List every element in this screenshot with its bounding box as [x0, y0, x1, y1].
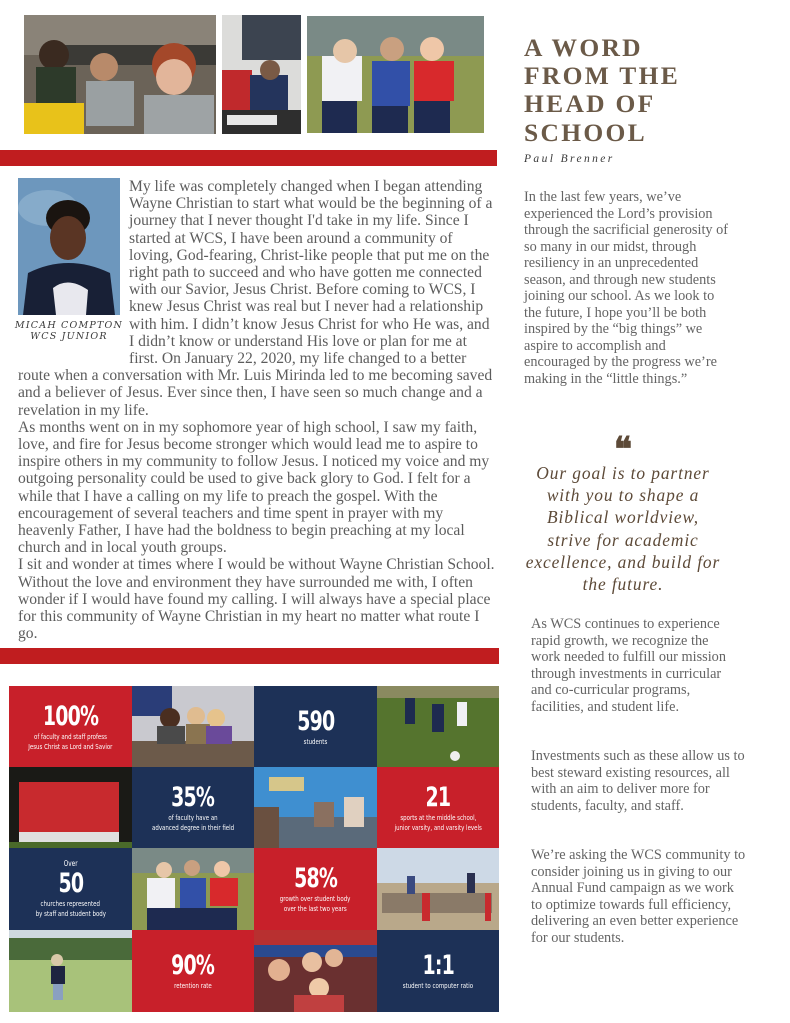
red-divider-middle [0, 648, 499, 664]
student-caption-role: WCS JUNIOR [30, 331, 108, 342]
music-classroom-photo [254, 767, 377, 848]
stats-infographic-grid [9, 686, 499, 1012]
golf-photo [9, 930, 132, 1012]
soccer-photo [377, 686, 499, 767]
story-paragraph: My life was completely changed when I began attending Wayne Christian to start what would be the beginning of a journey that I never thought I'd take in my life. Since I started at WCS, I have been around a community of loving, God-fearing, Christ-like people that put me on the right path to succeed and who have gotten me connected with our Savior, Jesus Christ. Before coming to WCS, I knew Jesus Christ was real but I never had a relationship with him. I didn’t know Jesus Christ for who He was, and I didn’t know or understand His love or plan for me at first. On January 22, 2020, my life changed to a better route when a conversation with Mr. Luis Mirinda led to me becoming saved and a believer of Jesus. Ever since then, I have seen so much change and a revelation in my life. [18, 178, 493, 419]
three-girls-photo-2 [132, 848, 254, 930]
stat-faculty-profess: 100% of faculty and staff profess Jesus Christ as Lord and Savior [9, 686, 132, 767]
stat-retention: 90% retention rate [132, 930, 254, 1012]
growth-paragraph: As WCS continues to experience rapid growth, we recognize the work needed to fulfill our mission through investments in curricular and co-curricular programs, facilities, and student life. [531, 616, 726, 715]
lab-students-photo [24, 15, 216, 134]
football-team-photo [9, 767, 132, 848]
lunch-students-photo [132, 686, 254, 767]
student-caption-name: MICAH COMPTON [14, 320, 124, 331]
stat-computer-ratio: 1:1 student to computer ratio [377, 930, 499, 1012]
classroom-photo [222, 15, 301, 134]
story-paragraph: As months went on in my sophomore year of high school, I saw my faith, love, and fire for Jesus become stronger which would lead me to aspire to inspire others in my community to follow Jesus. I noticed my voice and my outgoing personality could be used to give back glory to God. I felt for a while that I have a calling on my life to preach the gospel. With the encouragement of several teachers and time spent in prayer with my heavenly Father, I have had the boldness to begin preaching at my local church and in local youth groups. [18, 418, 490, 557]
stat-growth: 58% growth over student body over the last two years [254, 848, 377, 930]
three-girls-photo [307, 16, 484, 133]
pull-quote: Our goal is to partner with you to shape a Biblical worldview, strive for academic excellence, and build for the future. [525, 463, 721, 595]
stat-churches: Over 50 churches represented by staff and student body [9, 848, 132, 930]
stat-students: 590 students [254, 686, 377, 767]
head-of-school-author: Paul Brenner [524, 153, 615, 165]
head-of-school-title: A WORD FROM THE HEAD OF SCHOOL [524, 33, 681, 147]
stat-faculty-degree: 35% of faculty have an advanced degree in their field [132, 767, 254, 848]
red-divider-top [0, 150, 497, 166]
annual-fund-paragraph: We’re asking the WCS community to consider joining us in giving to our Annual Fund campaign as we work to optimize towards full efficiency, delivering an even better experience for our students. [531, 847, 746, 946]
story-paragraph: I sit and wonder at times where I would be without Wayne Christian School. Without the love and environment they have surrounded me with, I often wonder if I would have found my calling. I will always have a special place for this community of Wayne Christian in my heart no matter what route I go. [18, 556, 495, 643]
playground-photo [377, 848, 499, 930]
stat-sports: 21 sports at the middle school, junior varsity, and varsity levels [377, 767, 499, 848]
student-story-text [18, 178, 498, 642]
student-crowd-photo [254, 930, 377, 1012]
quote-mark-icon: ❝ [613, 432, 633, 469]
intro-paragraph: In the last few years, we’ve experienced the Lord’s provision through the sacrificial generosity of so many in our midst, through resiliency in an unprecedented season, and through new students joining our school. As we look to the future, I hope you’ll be both inspired by the “big things” we aspire to accomplish and encouraged by the progress we’re making in the “little things.” [524, 189, 729, 387]
investment-paragraph: Investments such as these allow us to best steward existing resources, all with an aim to deliver more for students, faculty, and staff. [531, 748, 745, 814]
